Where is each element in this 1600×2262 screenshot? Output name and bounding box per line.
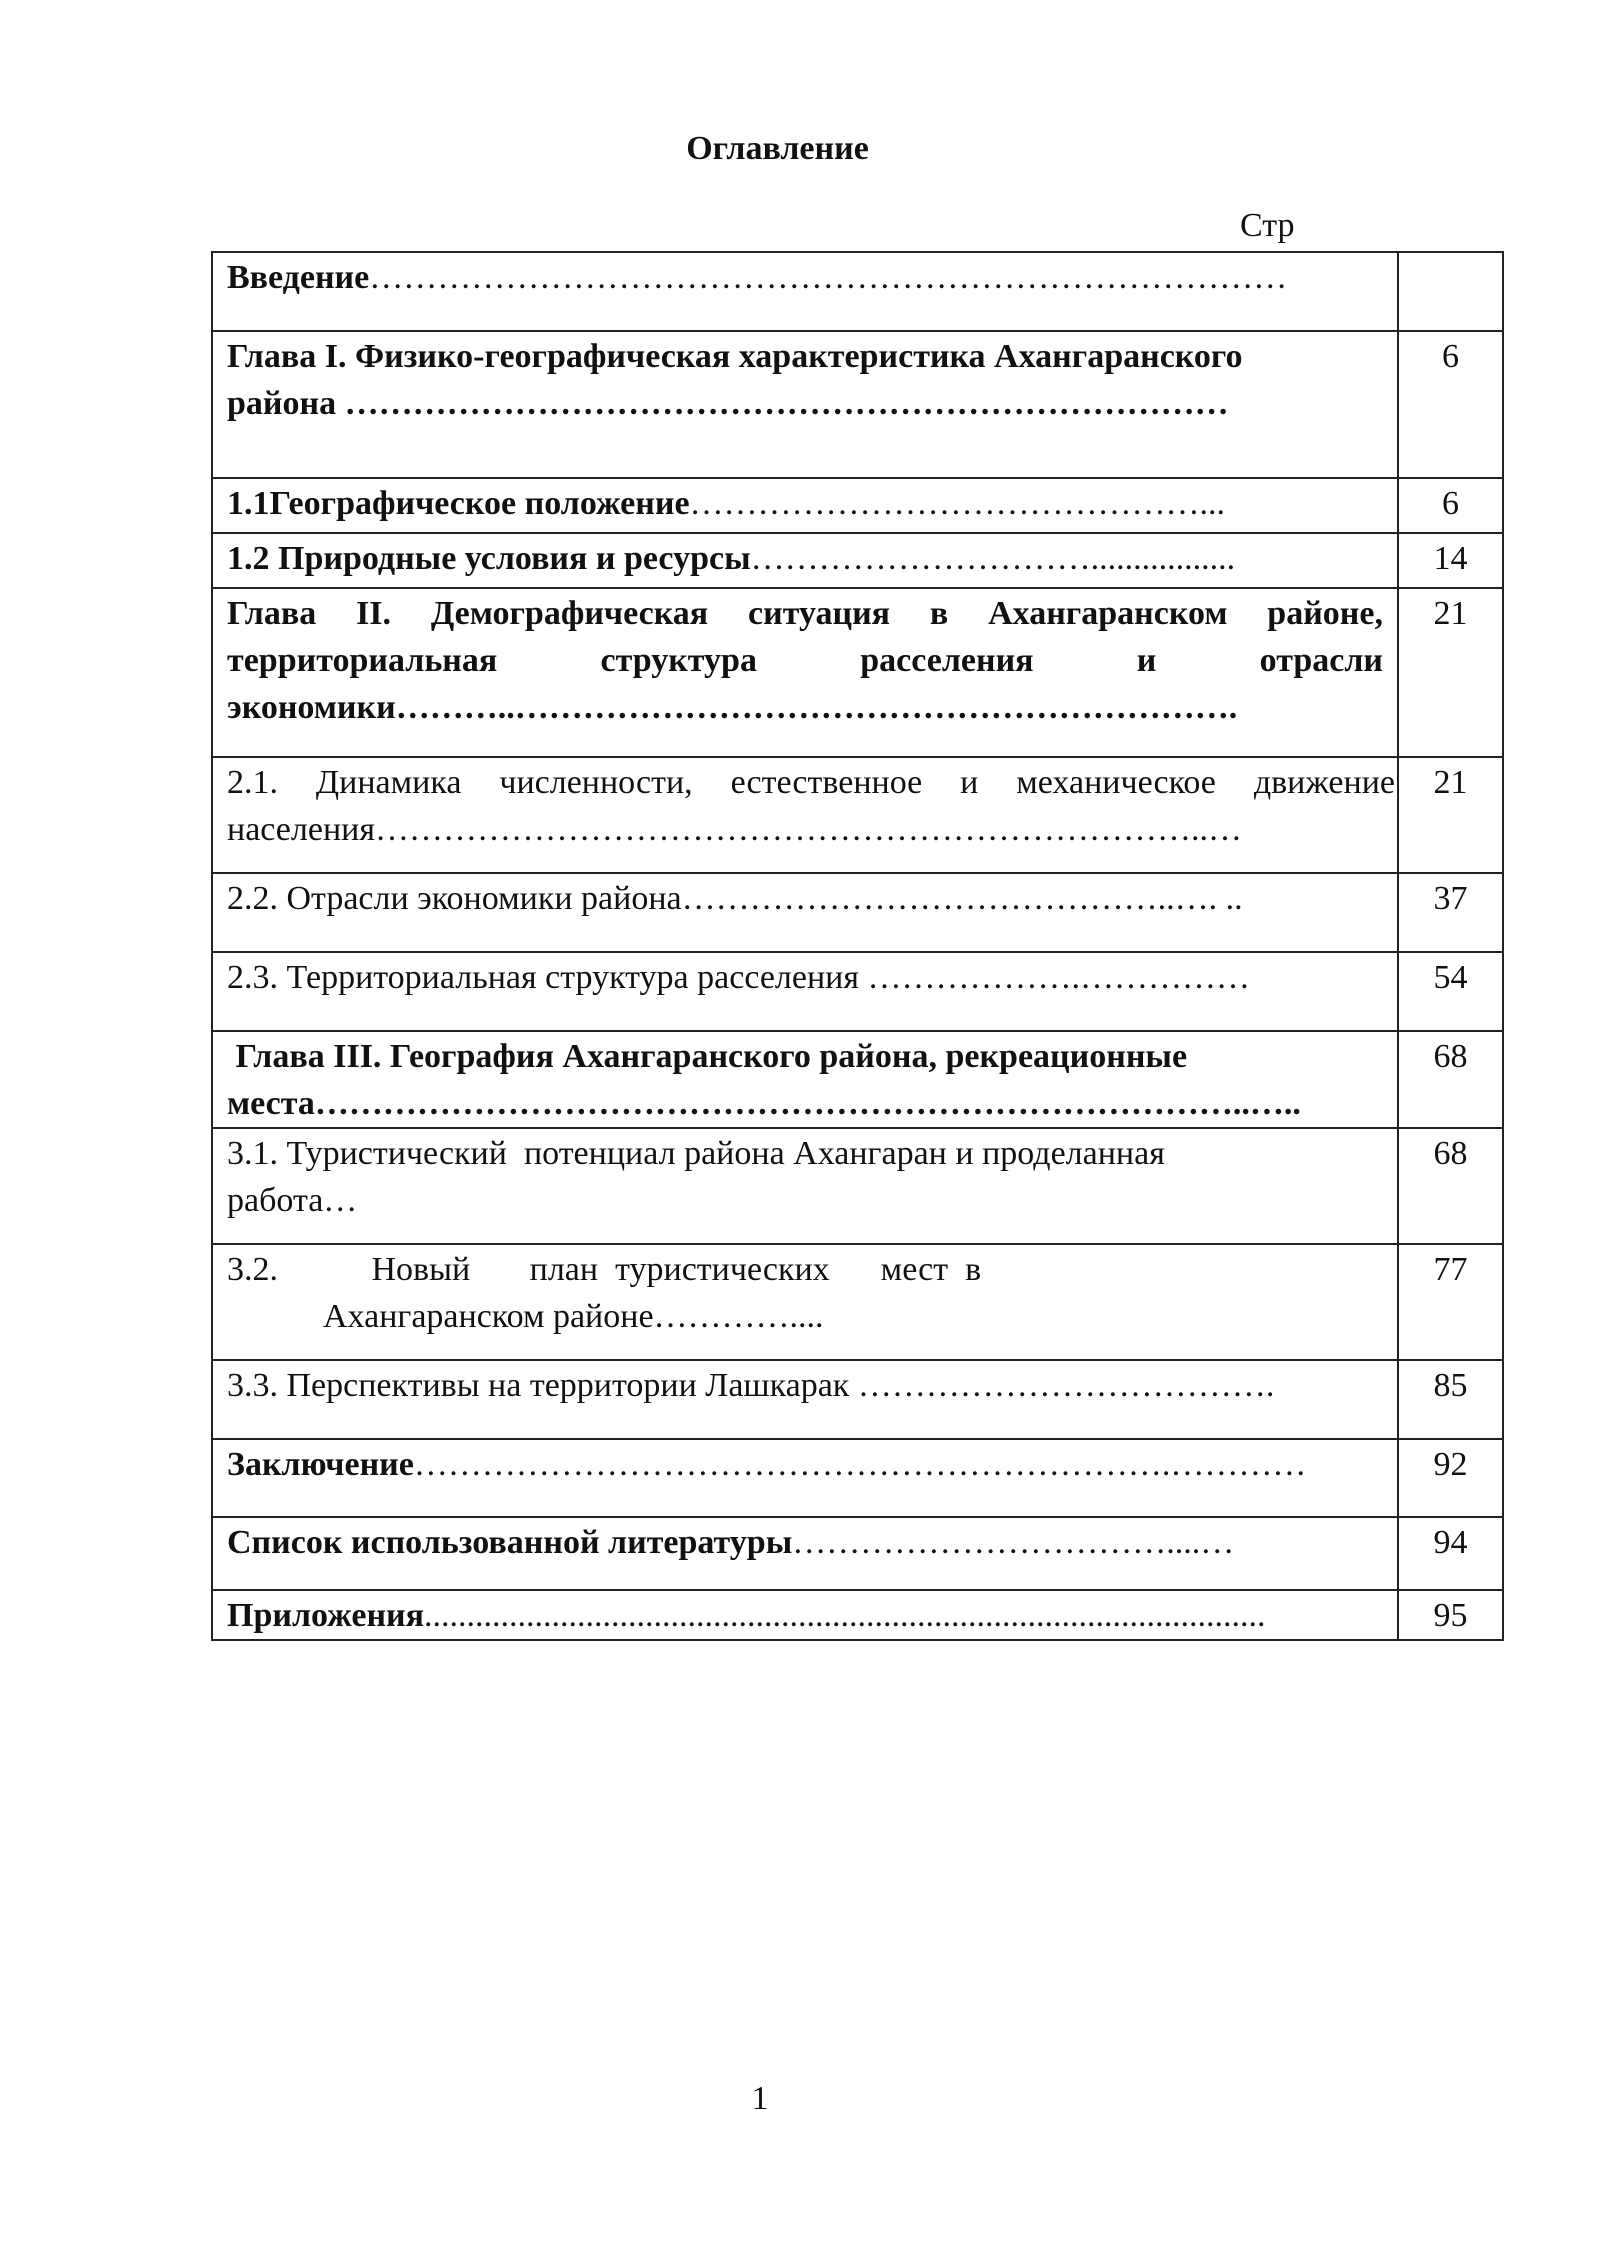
toc-page-number: 37: [1398, 873, 1503, 952]
toc-row-section-2-3: [212, 952, 1503, 1031]
toc-entry-dots: ……………………………………..…. ..: [681, 880, 1243, 917]
toc-entry: [212, 1517, 1398, 1590]
toc-page-number: 21: [1398, 757, 1503, 873]
toc-page-number: 21: [1398, 588, 1503, 757]
toc-page-number: 85: [1398, 1360, 1503, 1439]
toc-entry-title: 1.2 Природные условия и ресурсы: [227, 540, 751, 577]
table-of-contents: [211, 251, 1504, 1641]
toc-entry-line: 2.1. Динамика численности, естественное и механическое движение: [227, 764, 1395, 801]
toc-entry-dots: ……………………………....…: [792, 1524, 1235, 1561]
page-title: Оглавление: [686, 130, 869, 167]
toc-entry-dots: ...................................................................................................: [424, 1597, 1266, 1634]
toc-page-number: 54: [1398, 952, 1503, 1031]
toc-row-chapter-2: [212, 588, 1503, 757]
toc-entry-title: Приложения: [227, 1597, 425, 1634]
toc-entry-line: населения………………………………………………………………..…: [227, 811, 1242, 848]
toc-entry-line: места………………………………………………………………………..…..: [227, 1085, 1301, 1122]
toc-entry-line: Глава III. География Ахангаранского района, рекреационные: [227, 1038, 1188, 1075]
toc-entry-line: 3.1. Туристический потенциал района Ахангаран и проделанная: [227, 1135, 1165, 1172]
toc-entry-title: Заключение: [227, 1446, 414, 1483]
toc-entry-dots: ……………………………….: [857, 1367, 1275, 1404]
toc-entry: [212, 1031, 1398, 1128]
toc-row-appendices: [212, 1590, 1503, 1640]
toc-entry: [212, 1128, 1398, 1244]
toc-entry-line: Глава II. Демографическая ситуация в Ахангаранском районе,: [227, 595, 1383, 632]
toc-entry: [212, 478, 1398, 533]
toc-entry-title: 2.3. Территориальная структура расселения: [227, 959, 868, 996]
toc-page-number: 68: [1398, 1128, 1503, 1244]
toc-row-section-3-2: [212, 1244, 1503, 1360]
toc-page-number: 14: [1398, 533, 1503, 588]
toc-entry-title: Введение: [227, 259, 370, 296]
toc-entry-dots: ………………………….................: [750, 540, 1236, 577]
toc-entry: [212, 331, 1398, 478]
toc-row-introduction: [212, 252, 1503, 331]
toc-entry: [212, 252, 1398, 331]
page-number: 1: [751, 2080, 769, 2117]
toc-row-section-2-1: [212, 757, 1503, 873]
toc-entry-line: Ахангаранском районе…………....: [323, 1298, 824, 1335]
toc-entry-title: 2.2. Отрасли экономики района: [227, 880, 682, 917]
toc-entry: [212, 1360, 1398, 1439]
toc-entry-dots: ……………….……………: [867, 959, 1251, 996]
toc-entry: [212, 1590, 1398, 1640]
page-column-label: Стр: [1240, 207, 1295, 244]
toc-row-section-2-2: [212, 873, 1503, 952]
toc-page-number: [1398, 252, 1503, 331]
toc-entry: [212, 873, 1398, 952]
toc-entry-title: 1.1Географическое положение: [227, 485, 690, 522]
toc-page-number: 92: [1398, 1439, 1503, 1517]
toc-page-number: 6: [1398, 478, 1503, 533]
toc-page-number: 94: [1398, 1517, 1503, 1590]
toc-entry-dots: ………………………………………………………….…………: [413, 1446, 1307, 1483]
toc-entry: [212, 757, 1398, 873]
toc-entry: [212, 952, 1398, 1031]
toc-entry-title: 3.3. Перспективы на территории Лашкарак: [227, 1367, 858, 1404]
toc-row-bibliography: [212, 1517, 1503, 1590]
toc-entry-line: территориальная структура расселения и отрасли: [227, 642, 1383, 679]
toc-entry-line: района ……………………………………………………………………: [227, 385, 1229, 422]
toc-entry: [212, 588, 1398, 757]
toc-entry-dots: ………………………………………………………………………: [369, 259, 1288, 296]
toc-row-chapter-3: [212, 1031, 1503, 1128]
toc-entry: [212, 533, 1398, 588]
toc-page-number: 77: [1398, 1244, 1503, 1360]
toc-page-number: 6: [1398, 331, 1503, 478]
toc-entry-line: 3.2. Новый план туристических мест в: [227, 1251, 982, 1288]
toc-entry: [212, 1244, 1398, 1360]
toc-entry-line: работа…: [227, 1182, 358, 1219]
toc-row-section-1-1: [212, 478, 1503, 533]
toc-page-number: 95: [1398, 1590, 1503, 1640]
toc-row-conclusion: [212, 1439, 1503, 1517]
toc-row-section-3-3: [212, 1360, 1503, 1439]
toc-row-section-3-1: [212, 1128, 1503, 1244]
toc-row-chapter-1: [212, 331, 1503, 478]
toc-entry-line: Глава I. Физико-географическая характеристика Ахангаранского: [227, 338, 1243, 375]
toc-page-number: 68: [1398, 1031, 1503, 1128]
toc-entry-dots: ………………………………………...: [689, 485, 1226, 522]
toc-entry: [212, 1439, 1398, 1517]
toc-entry-title: Список использованной литературы: [227, 1524, 793, 1561]
toc-entry-line: экономики………..……………………………………………………….: [227, 689, 1238, 726]
toc-row-section-1-2: [212, 533, 1503, 588]
